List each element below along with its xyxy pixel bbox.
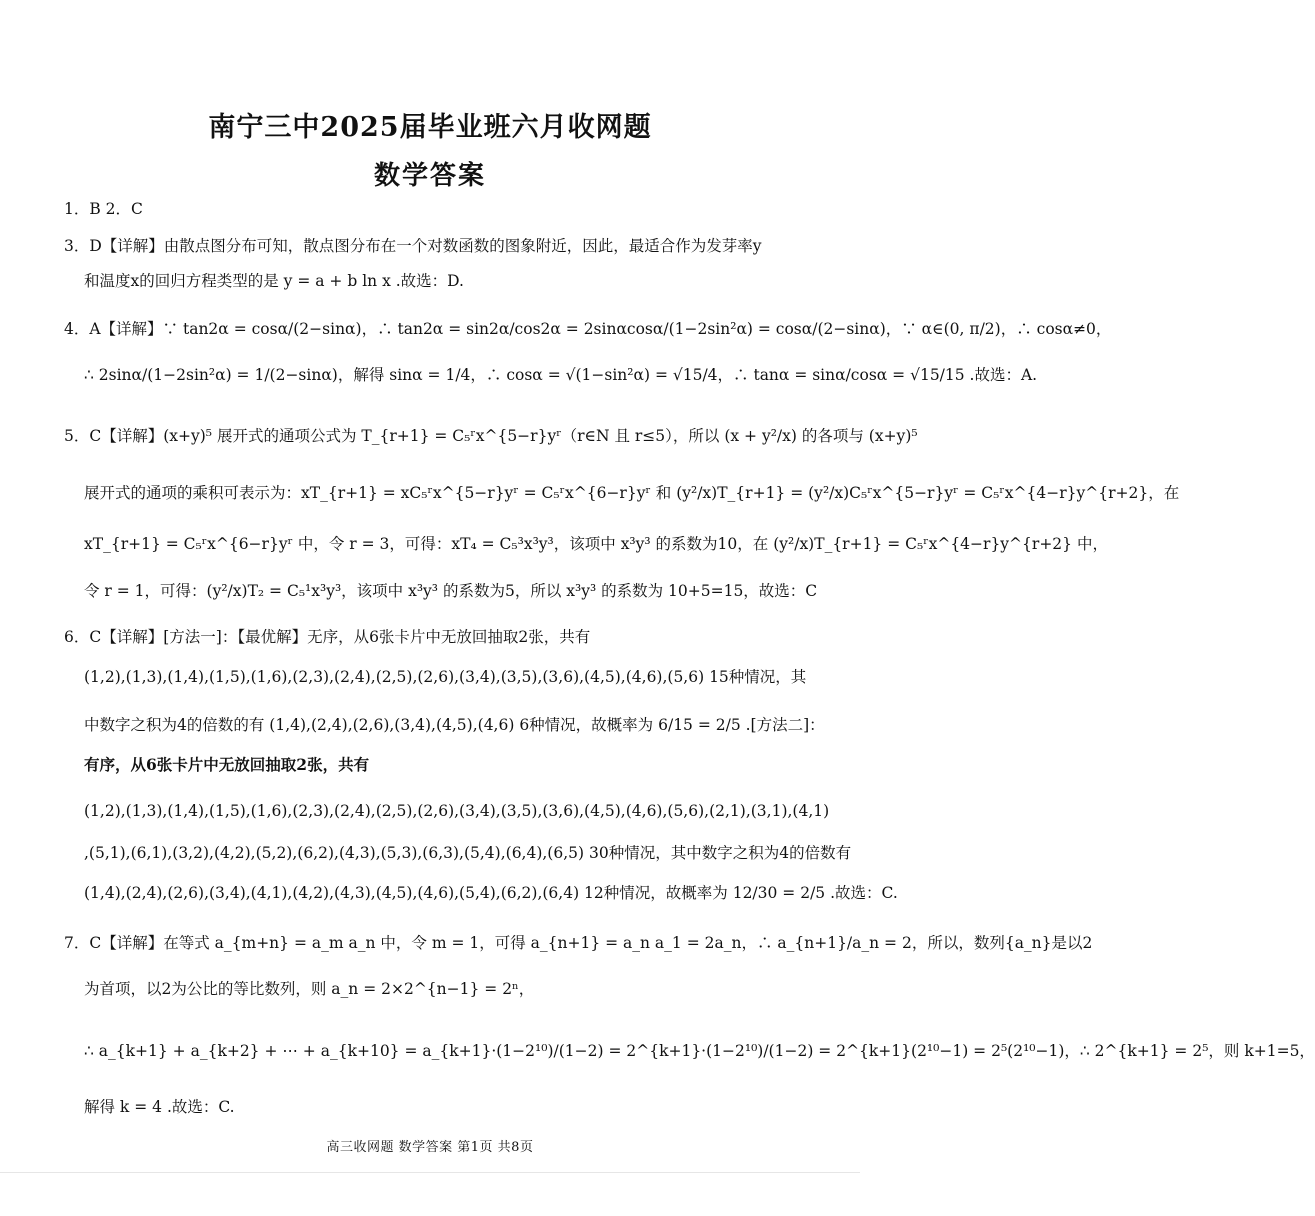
page-title: 南宁三中2025届毕业班六月收网题: [208, 112, 652, 143]
answer-line: 1．B 2．C: [64, 200, 143, 218]
page-footer: 高三收网题 数学答案 第1页 共8页: [326, 1140, 534, 1155]
answer-line: 7．C【详解】在等式 a_{m+n} = a_m a_n 中，令 m = 1，可得 a_{n+1} = a_n a_1 = 2a_n，∴ a_{n+1}/a_n = 2，所以，数列{a_n}是以2: [64, 934, 1093, 952]
answer-line: ,(5,1),(6,1),(3,2),(4,2),(5,2),(6,2),(4,3),(5,3),(6,3),(5,4),(6,4),(6,5) 30种情况，其中数字之积为4的倍数有: [84, 844, 852, 862]
page-subtitle: 数学答案: [373, 161, 486, 191]
answer-line: 6．C【详解】[方法一]：【最优解】无序，从6张卡片中无放回抽取2张，共有: [64, 628, 591, 646]
answer-line: 为首项，以2为公比的等比数列，则 a_n = 2×2^{n−1} = 2ⁿ，: [84, 980, 535, 998]
answer-line: (1,2),(1,3),(1,4),(1,5),(1,6),(2,3),(2,4),(2,5),(2,6),(3,4),(3,5),(3,6),(4,5),(4,6),(5,6),(2,1),(3,1),(4,1): [84, 802, 830, 820]
answer-line: (1,2),(1,3),(1,4),(1,5),(1,6),(2,3),(2,4),(2,5),(2,6),(3,4),(3,5),(3,6),(4,5),(4,6),(5,6) 15种情况，其: [84, 668, 807, 686]
answer-line: 展开式的通项的乘积可表示为：xT_{r+1} = xC₅ʳx^{5−r}yʳ = C₅ʳx^{6−r}yʳ 和 (y²/x)T_{r+1} = (y²/x)C₅ʳx^{5−r}yʳ = C₅ʳx^{4−r}y^{r+2}，在: [84, 484, 1180, 502]
answer-line: ∴ a_{k+1} + a_{k+2} + ⋯ + a_{k+10} = a_{k+1}·(1−2¹⁰)/(1−2) = 2^{k+1}·(1−2¹⁰)/(1−2) = 2^{k+1}(2¹⁰−1) = 2⁵(2¹⁰−1)，∴ 2^{k+1} = 2⁵，则 k+1=5，: [84, 1042, 1315, 1060]
answer-line: 令 r = 1，可得：(y²/x)T₂ = C₅¹x³y³，该项中 x³y³ 的系数为5，所以 x³y³ 的系数为 10+5=15，故选：C: [84, 582, 818, 600]
answer-line: 4．A【详解】∵ tan2α = cosα/(2−sinα)，∴ tan2α = sin2α/cos2α = 2sinαcosα/(1−2sin²α) = cosα/(2−sinα)，∵ α∈(0, π/2)，∴ cosα≠0，: [64, 320, 1112, 338]
answer-line: xT_{r+1} = C₅ʳx^{6−r}yʳ 中，令 r = 3，可得：xT₄ = C₅³x³y³，该项中 x³y³ 的系数为10，在 (y²/x)T_{r+1} = C₅ʳx^{4−r}y^{r+2} 中，: [84, 535, 1108, 553]
answer-line: 解得 k = 4 .故选：C.: [84, 1098, 235, 1116]
answer-line: 有序，从6张卡片中无放回抽取2张，共有: [84, 755, 370, 774]
answer-line: 和温度x的回归方程类型的是 y = a + b ln x .故选：D.: [84, 272, 464, 290]
answer-line: 中数字之积为4的倍数的有 (1,4),(2,4),(2,6),(3,4),(4,5),(4,6) 6种情况，故概率为 6/15 = 2/5 .[方法二]：: [84, 716, 825, 734]
answer-line: (1,4),(2,4),(2,6),(3,4),(4,1),(4,2),(4,3),(4,5),(4,6),(5,4),(6,2),(6,4) 12种情况，故概率为 12/30 = 2/5 .故选：C.: [84, 884, 898, 902]
answer-line: 3．D【详解】由散点图分布可知，散点图分布在一个对数函数的图象附近，因此，最适合作为发芽率y: [64, 237, 762, 255]
answer-line: 5．C【详解】(x+y)⁵ 展开式的通项公式为 T_{r+1} = C₅ʳx^{5−r}yʳ（r∈N 且 r≤5），所以 (x + y²/x) 的各项与 (x+y)⁵: [64, 427, 918, 445]
page-divider: [0, 1172, 860, 1173]
answer-line: ∴ 2sinα/(1−2sin²α) = 1/(2−sinα)，解得 sinα = 1/4，∴ cosα = √(1−sin²α) = √15/4，∴ tanα = sinα/cosα = √15/15 .故选：A.: [84, 366, 1038, 384]
